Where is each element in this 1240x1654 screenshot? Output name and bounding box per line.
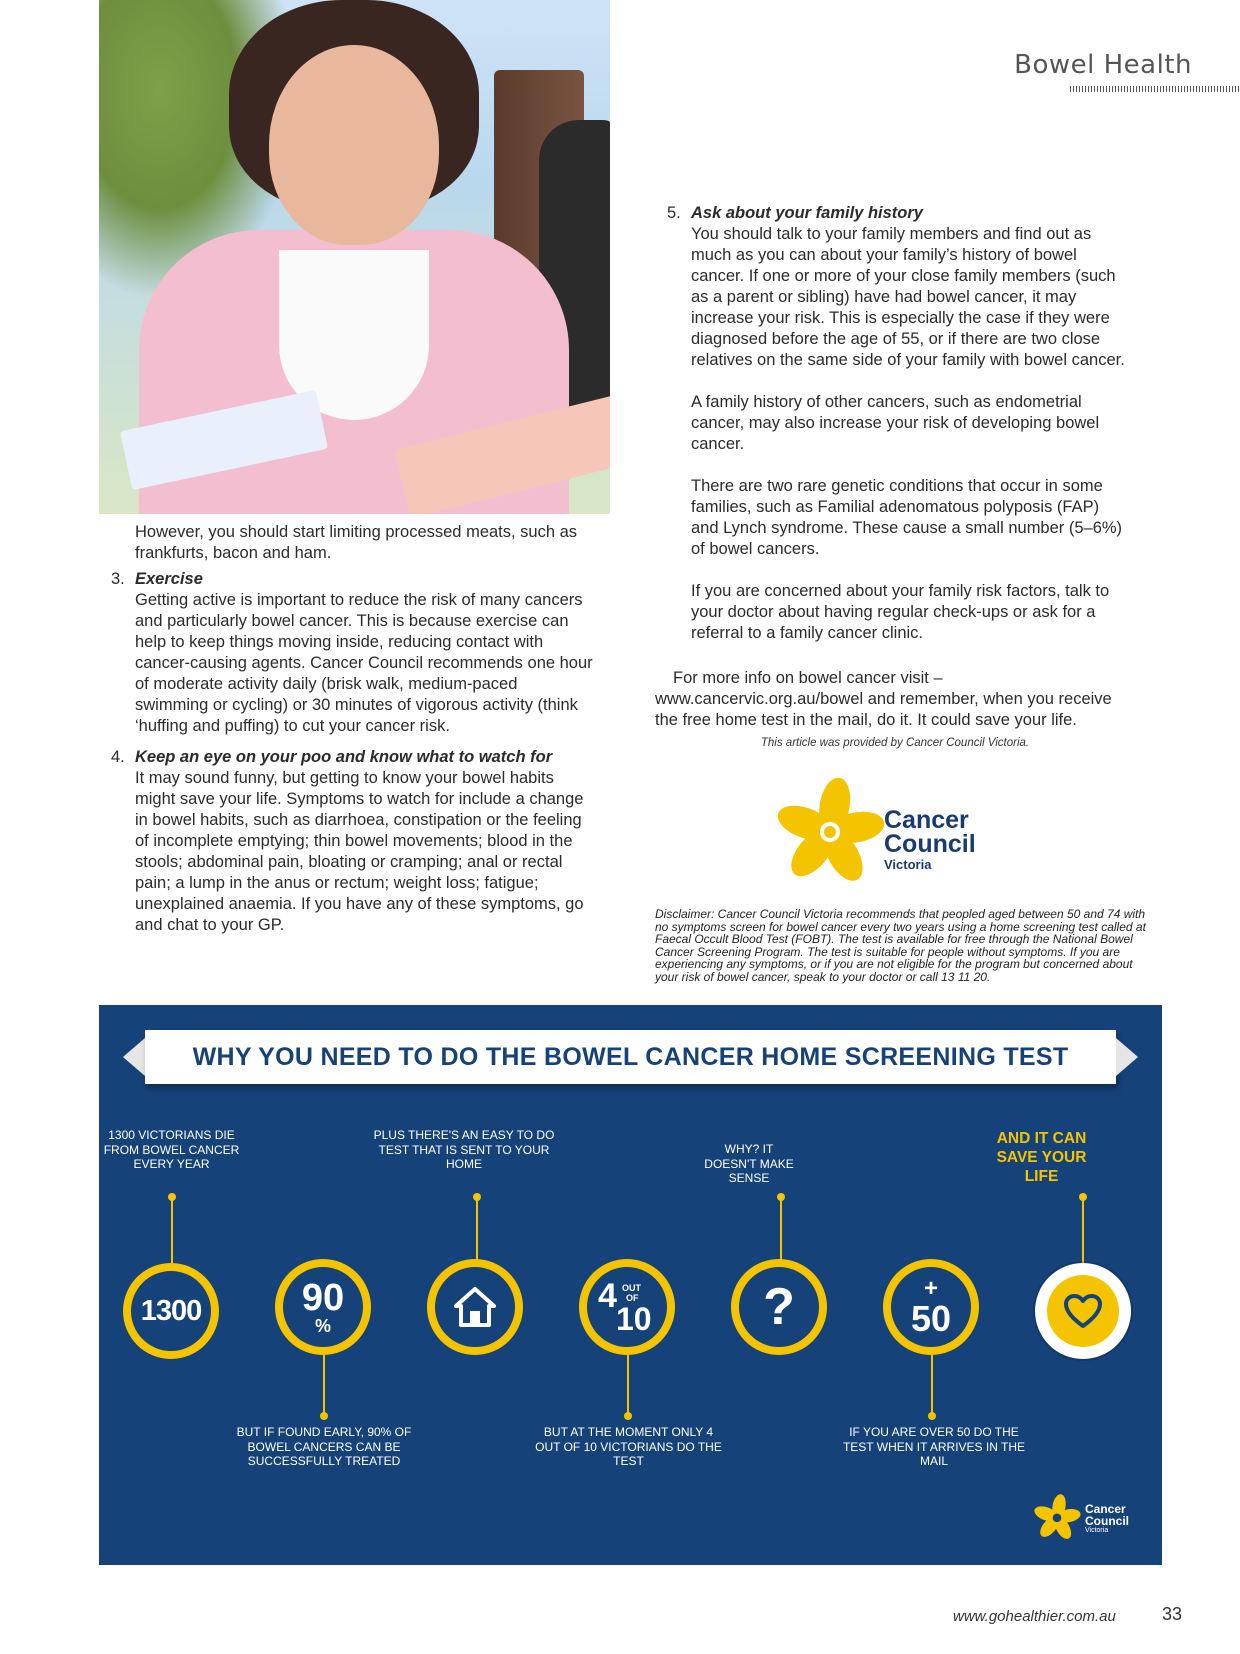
item-number: 3.: [111, 570, 125, 588]
item-paragraph: If you are concerned about your family risk factors, talk to your doctor about having regular check-ups or ask for a referral to a family cancer clinic.: [691, 582, 1110, 642]
caption-bottom-3: IF YOU ARE OVER 50 DO THE TEST WHEN IT ARRIVES IN THE MAIL: [842, 1425, 1026, 1469]
page-number: 33: [1162, 1604, 1183, 1624]
heart-circle: [1035, 1263, 1131, 1359]
stat-out: OUT: [622, 1283, 641, 1293]
item-text: It may sound funny, but getting to know your bowel habits might save your life. Symptoms to watch for include a change in bowel habits, such as diarrhoea, constipation or the feeling of incomplete emptying; thin bowel movements; blood in the stools; abdominal pain, bloating or cramping; anal or rectal pain; a lump in the anus or rectum; weight loss; fatigue; unexplained anaemia. If you have any of these symptoms, go and chat to your GP.: [135, 769, 584, 934]
infographic-title: WHY YOU NEED TO DO THE BOWEL CANCER HOME SCREENING TEST: [145, 1030, 1116, 1084]
infographic-banner: [123, 1030, 1138, 1092]
section-label: Bowel Health: [1014, 50, 1192, 80]
left-column: [111, 522, 595, 936]
house-icon: [453, 1286, 497, 1328]
stat-plus: +: [923, 1275, 938, 1302]
article-credit: This article was provided by Cancer Council Victoria.: [760, 737, 1030, 749]
hero-photo: [99, 0, 610, 514]
stat-circle-90: [275, 1259, 371, 1355]
intro-paragraph: However, you should start limiting processed meats, such as frankfurts, bacon and ham.: [135, 523, 578, 562]
item-paragraph: A family history of other cancers, such as endometrial cancer, may also increase your risk of developing bowel cancer.: [691, 393, 1100, 453]
item-paragraph: There are two rare genetic conditions that occur in some families, such as Familial adenomatous polyposis (FAP) and Lynch syndrome. These cause a small number (5–6%) of bowel cancers.: [691, 477, 1123, 558]
logo-line-3: Victoria: [884, 857, 932, 872]
banner-ribbon-right: [1116, 1038, 1138, 1076]
logo-line-1: Cancer: [1085, 1502, 1126, 1516]
logo-line-1: Cancer: [884, 806, 969, 834]
logo-line-2: Council: [884, 830, 976, 858]
stat-circle-4-of-10: [579, 1259, 675, 1355]
daffodil-icon: [770, 775, 890, 890]
stat-4: 4: [598, 1277, 617, 1315]
section-divider: [1070, 86, 1240, 92]
caption-bottom-2: BUT AT THE MOMENT ONLY 4 OUT OF 10 VICTORIANS DO THE TEST: [535, 1425, 722, 1469]
item-text: Getting active is important to reduce the risk of many cancers and particularly bowel cancer. This is because exercise can help to keep things moving inside, reducing contact with cancer-causing agents. Cancer Council recommends one hour of moderate activity daily (brisk walk, medium-paced swimming or cycling) or 30 minutes of vigorous activity (think ‘huffing and puffing) to cut your cancer risk.: [135, 591, 593, 735]
logo-line-2: Council: [1085, 1514, 1129, 1528]
question-mark-icon: ?: [763, 1278, 795, 1336]
list-item-4: [111, 747, 595, 936]
stat-50: 50: [910, 1298, 952, 1339]
list-item-5: [667, 203, 1131, 644]
item-paragraph: You should talk to your family members and find out as much as you can about your family’s history of bowel cancer. If one or more of your close family members (such as a parent or sibling) have had bowel cancer, it may increase your risk. This is especially the case if they were diagnosed before the age of 55, or if there are two close relatives on the same side of your family with bowel cancer.: [691, 225, 1125, 369]
caption-top-4: AND IT CAN SAVE YOUR LIFE: [996, 1130, 1087, 1185]
list-item-3: [111, 569, 595, 737]
stat-90: 90: [301, 1277, 345, 1319]
caption-top-3: WHY? IT DOESN'T MAKE SENSE: [704, 1142, 794, 1186]
home-circle: [427, 1259, 523, 1355]
caption-bottom-1: BUT IF FOUND EARLY, 90% OF BOWEL CANCERS CAN BE SUCCESSFULLY TREATED: [236, 1425, 412, 1469]
banner-ribbon-left: [123, 1038, 145, 1076]
item-number: 4.: [111, 748, 125, 766]
stat-circle-1300: [123, 1263, 219, 1359]
footer-url: www.gohealthier.com.au: [953, 1608, 1116, 1625]
stat-10: 10: [616, 1301, 652, 1337]
item-title: Keep an eye on your poo and know what to watch for: [135, 748, 553, 766]
logo-line-3: Victoria: [1085, 1527, 1109, 1534]
stat-circle-50-plus: [883, 1259, 979, 1355]
heart-icon: [1063, 1293, 1103, 1329]
daffodil-icon: [1031, 1492, 1083, 1544]
stat-1300: 1300: [140, 1294, 202, 1327]
cancer-council-logo: [770, 775, 1000, 890]
item-title: Ask about your family history: [691, 204, 923, 222]
caption-top-2: PLUS THERE'S AN EASY TO DO TEST THAT IS SENT TO YOUR HOME: [373, 1128, 555, 1172]
stat-of: OF: [626, 1293, 639, 1303]
infographic-logo: [1031, 1490, 1156, 1550]
item-title: Exercise: [135, 570, 203, 588]
caption-top-1: 1300 VICTORIANS DIE FROM BOWEL CANCER EVERY YEAR: [103, 1128, 240, 1172]
right-column: [667, 203, 1131, 644]
more-info: For more info on bowel cancer visit – www.cancervic.org.au/bowel and remember, when you receive the free home test in the mail, do it. It could save your life.: [655, 669, 1112, 729]
question-circle: [731, 1259, 827, 1355]
infographic: [99, 1005, 1162, 1565]
stat-percent: %: [314, 1316, 331, 1336]
item-number: 5.: [667, 204, 681, 222]
disclaimer: Disclaimer: Cancer Council Victoria recommends that peopled aged between 50 and 74 with no symptoms screen for bowel cancer every two years using a home screening test called at Faecal Occult Blood Test (FOBT). The test is available for free through the National Bowel Cancer Screening Program. The test is suitable for people without symptoms. If you are experiencing any symptoms, or if you are not eligible for the program but concerned about your risk of bowel cancer, speak to your doctor or call 13 11 20.: [655, 907, 1146, 984]
